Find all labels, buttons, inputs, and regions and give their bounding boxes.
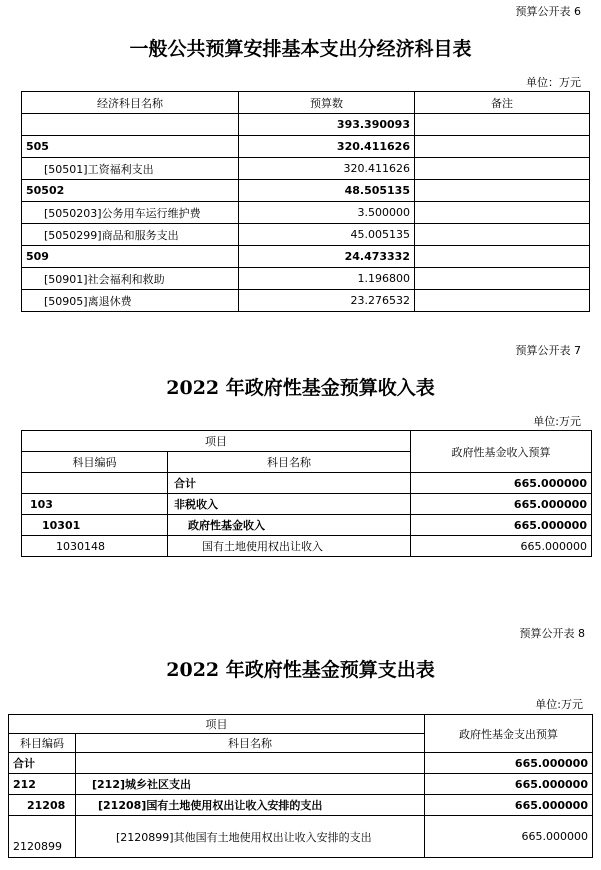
- t8-title: 2022 年政府性基金预算支出表: [166, 659, 435, 681]
- t6-unit: 单位：万元: [526, 76, 581, 89]
- t6-tag: 预算公开表 6: [515, 5, 581, 18]
- t8-row-name: [2120899]其他国有土地使用权出让收入安排的支出: [76, 816, 425, 858]
- t6-row-note: [415, 202, 590, 224]
- t8-tag: 预算公开表 8: [519, 627, 585, 640]
- t6-row-note: [415, 246, 590, 268]
- t7-col-value: 政府性基金收入预算: [411, 431, 592, 473]
- t6-row-name: [5050203]公务用车运行维护费: [22, 202, 239, 224]
- t6-row-value: 1.196800: [239, 268, 415, 290]
- t6-row-note: [415, 158, 590, 180]
- t7-unit: 单位:万元: [533, 415, 581, 428]
- t8-unit: 单位:万元: [535, 698, 583, 711]
- t8-row-code: 21208: [9, 795, 76, 816]
- t6-row-note: [415, 224, 590, 246]
- t6-title: 一般公共预算安排基本支出分经济科目表: [129, 38, 472, 60]
- t8-col-name: 科目名称: [76, 734, 425, 753]
- t7-row-code: 10301: [22, 515, 168, 536]
- t6-row-name: 505: [22, 136, 239, 158]
- t8-row-name: [76, 753, 425, 774]
- t7-col-code: 科目编码: [22, 452, 168, 473]
- t6-row-note: [415, 136, 590, 158]
- t8-row-value: 665.000000: [425, 816, 593, 858]
- t8-row-name: [212]城乡社区支出: [76, 774, 425, 795]
- t8-row-value: 665.000000: [425, 774, 593, 795]
- t8-row-code: 212: [9, 774, 76, 795]
- t7-row-code: 1030148: [22, 536, 168, 557]
- t6-row-note: [415, 268, 590, 290]
- t6-row-value: 3.500000: [239, 202, 415, 224]
- t6-row-value: 393.390093: [239, 114, 415, 136]
- t6-row-note: [415, 114, 590, 136]
- t8-col-value: 政府性基金支出预算: [425, 715, 593, 753]
- t7-row-name: 政府性基金收入: [168, 515, 411, 536]
- t7-row-value: 665.000000: [411, 494, 592, 515]
- t6-table: [21, 91, 590, 312]
- t6-row-value: 48.505135: [239, 180, 415, 202]
- t6-row-name: 509: [22, 246, 239, 268]
- t8-row-value: 665.000000: [425, 795, 593, 816]
- t7-row-name: 国有土地使用权出让收入: [168, 536, 411, 557]
- t8-row-value: 665.000000: [425, 753, 593, 774]
- t6-header-note: 备注: [415, 92, 590, 114]
- t7-row-code: 103: [22, 494, 168, 515]
- t6-row-value: 320.411626: [239, 136, 415, 158]
- t6-row-note: [415, 290, 590, 312]
- t6-row-name: [5050299]商品和服务支出: [22, 224, 239, 246]
- t6-row-value: 45.005135: [239, 224, 415, 246]
- t7-row-value: 665.000000: [411, 536, 592, 557]
- t6-row-name: [22, 114, 239, 136]
- t7-row-value: 665.000000: [411, 473, 592, 494]
- t6-row-value: 23.276532: [239, 290, 415, 312]
- t6-row-name: [50901]社会福利和救助: [22, 268, 239, 290]
- t8-group-header: 项目: [9, 715, 425, 734]
- t7-row-name: 合计: [168, 473, 411, 494]
- t7-title: 2022 年政府性基金预算收入表: [166, 377, 435, 399]
- t8-row-code: 2120899: [9, 816, 76, 858]
- t6-row-name: 50502: [22, 180, 239, 202]
- t7-row-code: [22, 473, 168, 494]
- t7-table: [21, 430, 592, 557]
- t6-row-note: [415, 180, 590, 202]
- t7-row-name: 非税收入: [168, 494, 411, 515]
- t6-row-name: [50905]离退休费: [22, 290, 239, 312]
- t7-group-header: 项目: [22, 431, 411, 452]
- t8-table: [8, 714, 593, 858]
- t7-tag: 预算公开表 7: [515, 344, 581, 357]
- t8-row-code: 合计: [9, 753, 76, 774]
- t6-row-name: [50501]工资福利支出: [22, 158, 239, 180]
- t6-row-value: 24.473332: [239, 246, 415, 268]
- t7-col-name: 科目名称: [168, 452, 411, 473]
- t7-row-value: 665.000000: [411, 515, 592, 536]
- t6-header-name: 经济科目名称: [22, 92, 239, 114]
- t6-header-value: 预算数: [239, 92, 415, 114]
- t6-row-value: 320.411626: [239, 158, 415, 180]
- t8-col-code: 科目编码: [9, 734, 76, 753]
- t8-row-name: [21208]国有土地使用权出让收入安排的支出: [76, 795, 425, 816]
